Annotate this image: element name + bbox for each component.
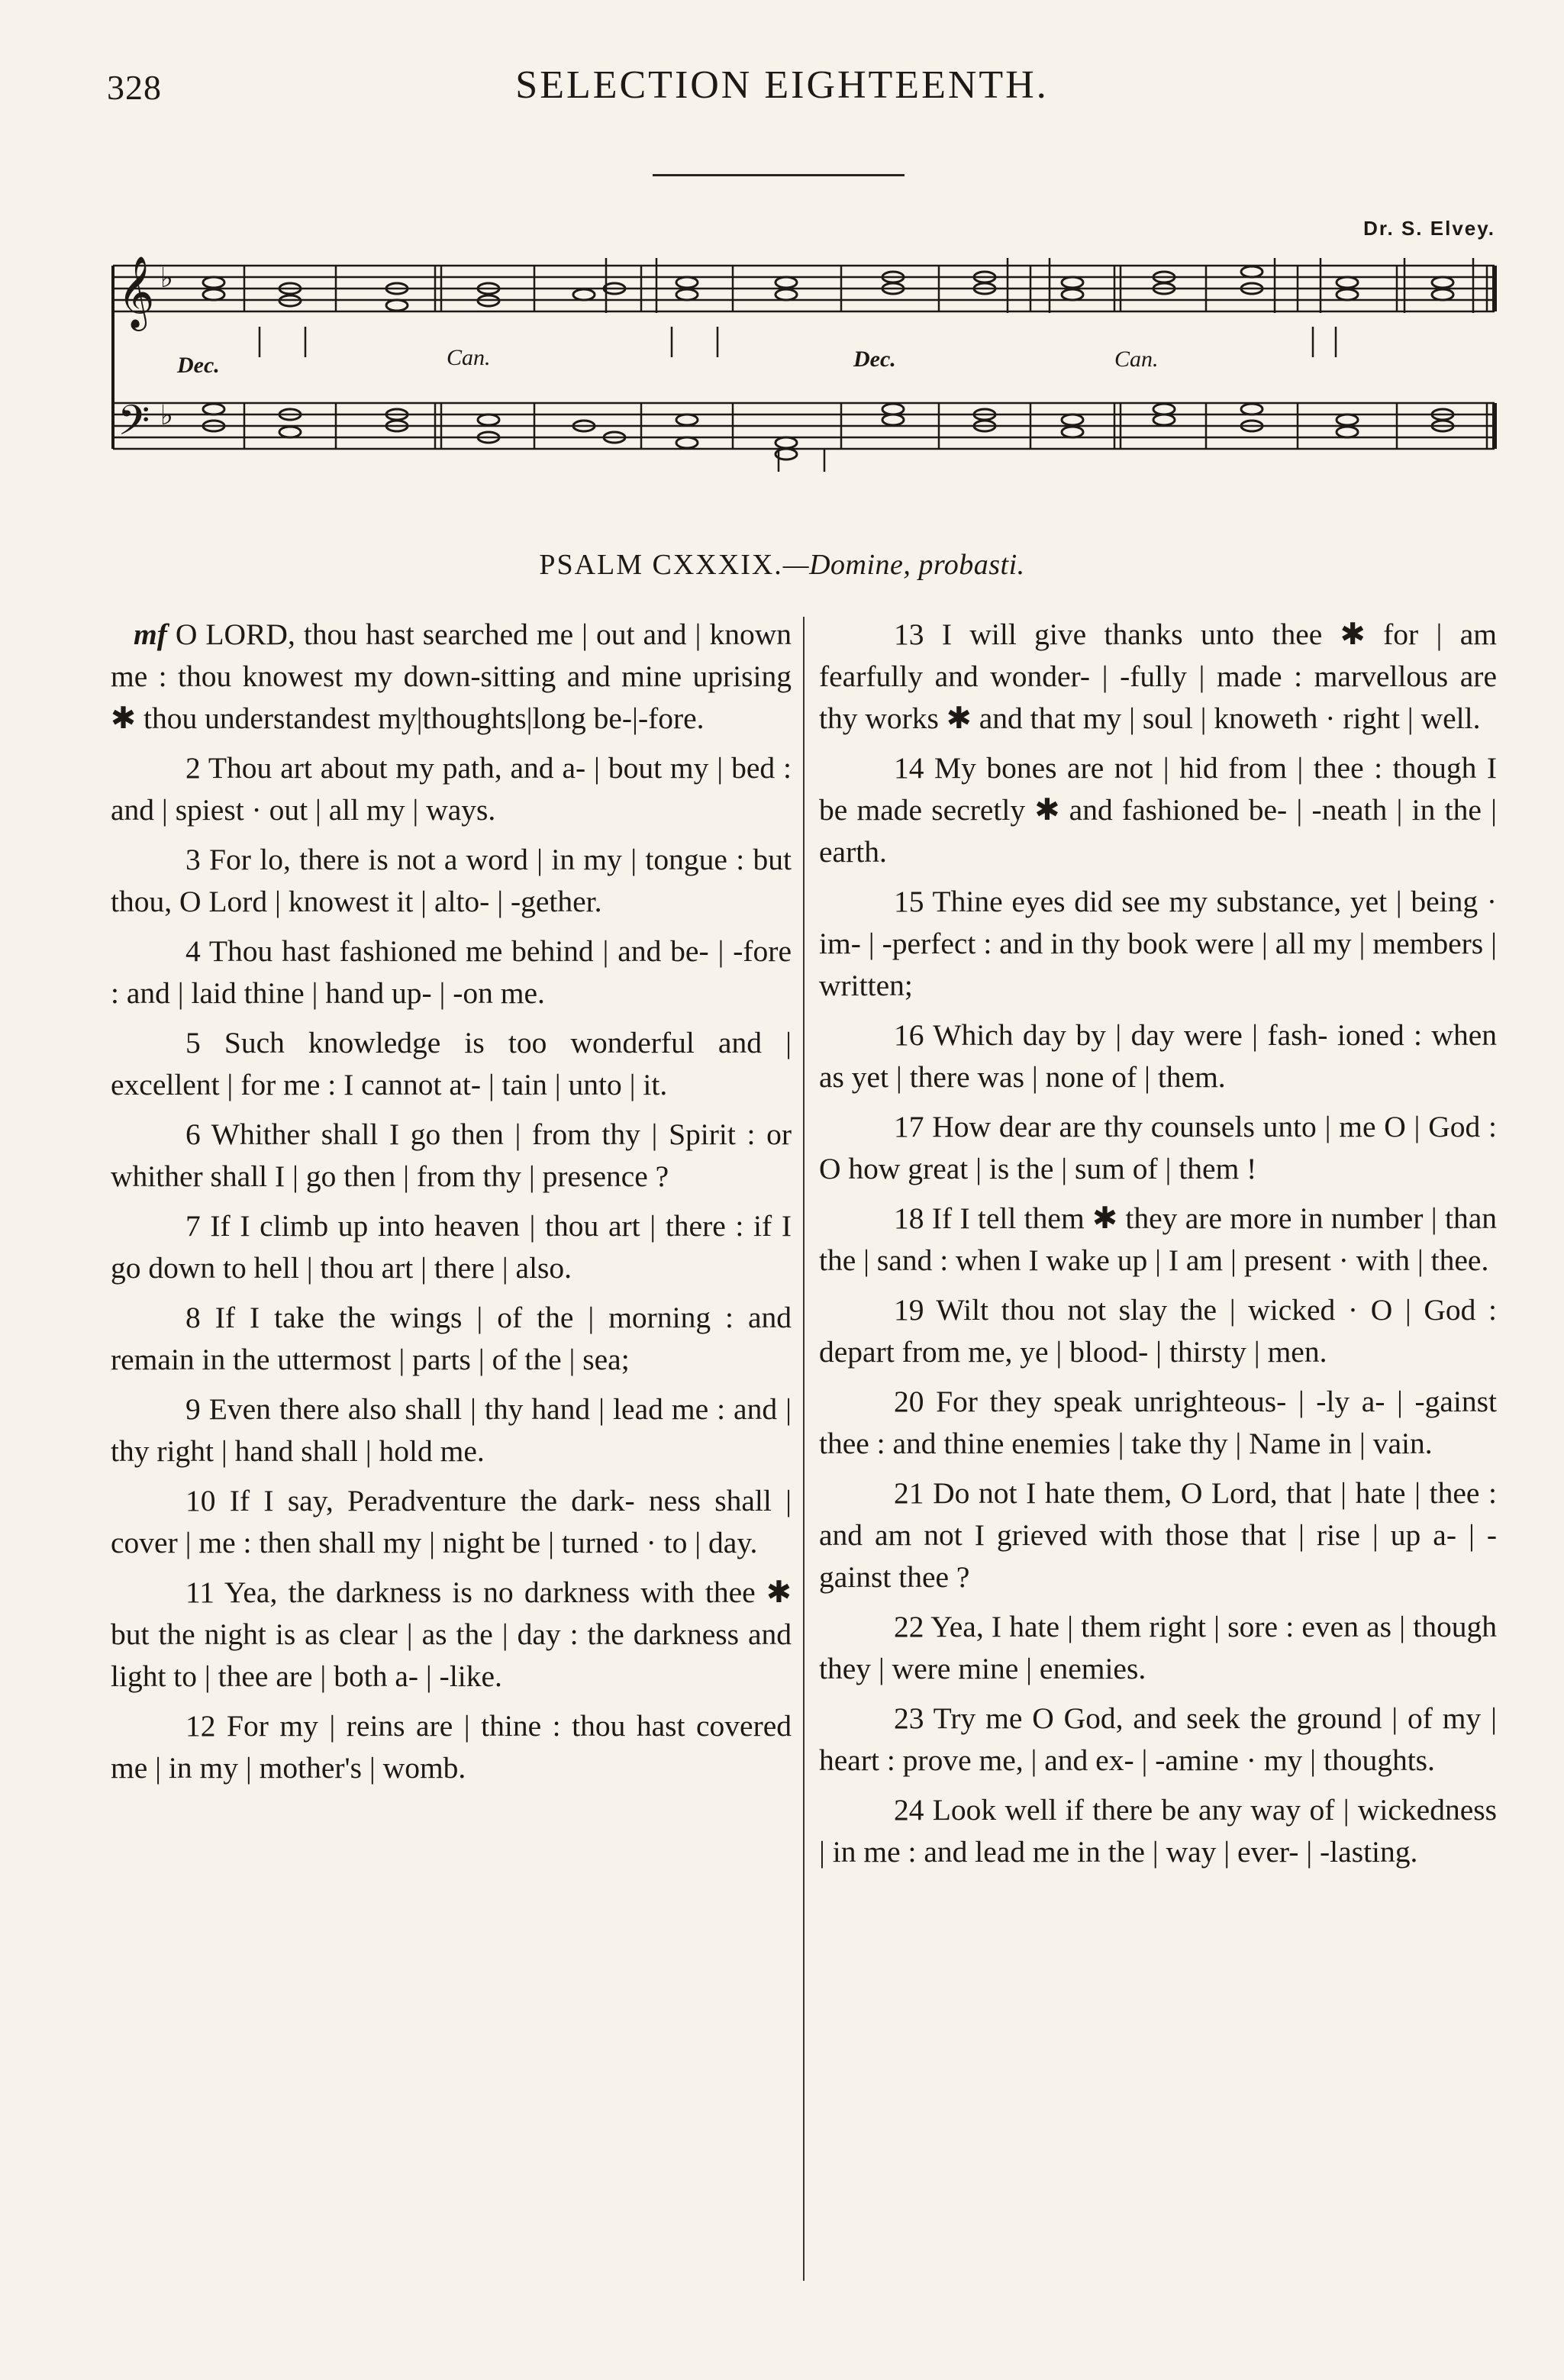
verse: 19 Wilt thou not slay the | wicked · O | God : depart from me, ye | blood- | thirsty | men. xyxy=(819,1293,1497,1369)
verse: 4 Thou hast fashioned me behind | and be- | -fore : and | laid thine | hand up- | -on me. xyxy=(111,934,792,1010)
label-dec: Dec. xyxy=(853,347,896,372)
dynamic-marking: mf xyxy=(134,618,167,651)
verse: 3 For lo, there is not a word | in my | tongue : but thou, O Lord | knowest it | alto- | -gether. xyxy=(111,843,792,918)
verse: 8 If I take the wings | of the | morning : and remain in the uttermost | parts | of the | sea; xyxy=(111,1301,792,1376)
verse: 15 Thine eyes did see my substance, yet | being · im- | -perfect : and in thy book were | all my | members | written; xyxy=(819,885,1497,1002)
verse: 13 I will give thanks unto thee ✱ for | am fearfully and wonder- | -fully | made : marvellous are thy works ✱ and that my | soul | knoweth · right | well. xyxy=(819,618,1497,735)
label-can: Can. xyxy=(447,345,491,370)
verse: 12 For my | reins are | thine : thou hast covered me | in my | mother's | womb. xyxy=(111,1709,792,1785)
verse: 22 Yea, I hate | them right | sore : even as | though they | were mine | enemies. xyxy=(819,1610,1497,1685)
label-can: Can. xyxy=(1114,347,1159,372)
verse: 20 For they speak unrighteous- | -ly a- | -gainst thee : and thine enemies | take thy | Name in | vain. xyxy=(819,1385,1497,1460)
verse: 24 Look well if there be any way of | wickedness | in me : and lead me in the | way | ever- | -lasting. xyxy=(819,1793,1497,1869)
verse-text: O LORD, thou hast searched me | out and | known me : thou knowest my down-sitting and mine uprising ✱ thou understandest my|thoughts|long be-|-fore. xyxy=(111,618,792,735)
psalm-latin-incipit: —Domine, probasti. xyxy=(782,549,1025,581)
verse: 11 Yea, the darkness is no darkness with thee ✱ but the night is as clear | as the | day : the darkness and light to | thee are | both a- | -like. xyxy=(111,1575,792,1693)
composer-credit: Dr. S. Elvey. xyxy=(1363,217,1495,240)
bass-staff xyxy=(113,403,1495,449)
verse: 16 Which day by | day were | fash- ioned : when as yet | there was | none of | them. xyxy=(819,1018,1497,1094)
column-divider xyxy=(803,617,805,2281)
page-title: SELECTION EIGHTEENTH. xyxy=(515,63,1049,107)
psalm-heading xyxy=(0,548,1564,582)
verse: 9 Even there also shall | thy hand | lead me : and | thy right | hand shall | hold me. xyxy=(111,1392,792,1468)
psalm-number: PSALM CXXXIX. xyxy=(539,549,783,581)
header-rule xyxy=(653,174,905,176)
right-column xyxy=(819,614,1497,1881)
left-column xyxy=(111,614,792,1797)
chant-score xyxy=(107,243,1504,472)
bass-clef-icon: 𝄢 xyxy=(118,396,150,455)
verse: 18 If I tell them ✱ they are more in number | than the | sand : when I wake up | I am | present · with | thee. xyxy=(819,1201,1497,1277)
verse: 21 Do not I hate them, O Lord, that | hate | thee : and am not I grieved with those that | rise | up a- | -gainst thee ? xyxy=(819,1476,1497,1594)
treble-staff xyxy=(113,266,1495,311)
verse xyxy=(111,614,792,740)
verse: 7 If I climb up into heaven | thou art | there : if I go down to hell | thou art | there | also. xyxy=(111,1209,792,1285)
flat-icon: ♭ xyxy=(160,263,173,294)
treble-clef-icon: 𝄞 xyxy=(118,256,155,328)
verse: 17 How dear are thy counsels unto | me O | God : O how great | is the | sum of | them ! xyxy=(819,1110,1497,1185)
page-number: 328 xyxy=(107,68,162,107)
verse: 6 Whither shall I go then | from thy | Spirit : or whither shall I | go then | from thy | presence ? xyxy=(111,1117,792,1193)
flat-icon: ♭ xyxy=(160,400,173,431)
bass-notes xyxy=(203,404,1453,460)
verse: 2 Thou art about my path, and a- | bout my | bed : and | spiest · out | all my | ways. xyxy=(111,751,792,827)
verse: 14 My bones are not | hid from | thee : though I be made secretly ✱ and fashioned be- | -neath | in the | earth. xyxy=(819,751,1497,869)
verse: 10 If I say, Peradventure the dark- ness shall | cover | me : then shall my | night be | turned · to | day. xyxy=(111,1484,792,1559)
bar-lines xyxy=(113,266,1495,449)
label-dec: Dec. xyxy=(177,353,220,378)
verse: 5 Such knowledge is too wonderful and | excellent | for me : I cannot at- | tain | unto | it. xyxy=(111,1026,792,1101)
verse: 23 Try me O God, and seek the ground | of my | heart : prove me, | and ex- | -amine · my | thoughts. xyxy=(819,1701,1497,1777)
